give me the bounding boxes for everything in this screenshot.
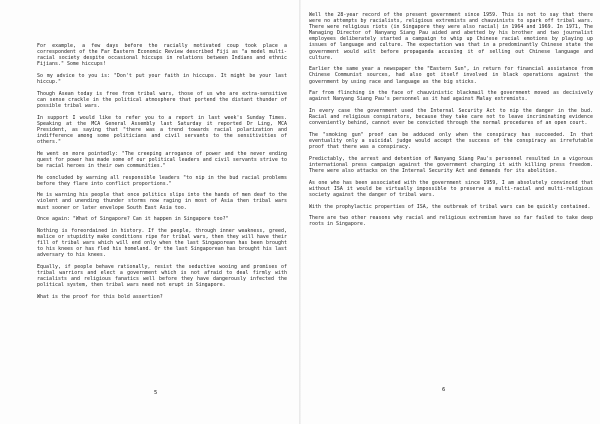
paragraph: What is the proof for this bold assertion? [37,293,163,300]
paragraph: Equally, if people behave rationally, resist the seductive wooing and promises of tribal warriors and elect a government which is not afraid to deal firmly with racialists and religious fanatics well before they have dangerously infected the political system, then tribal wars need not erupt in Singapore. [37,263,287,289]
paragraph: Though Asean today is free from tribal wars, those of us who are extra-sensitive can sense crackle in the political atmosphere that portend the distant thunder of possible tribal wars. [37,90,287,109]
paragraph: He went on more pointedly: "The creeping arrogance of power and the never ending quest for power has made some of our political leaders and civil servants strive to be racial heroes in their own communities." [37,150,287,169]
paragraph: Nothing is foreordained in history. If the people, through inner weakness, greed, malice or stupidity make conditions ripe for tribal wars, then they will have their fill of tribal wars which will end only when the last Singaporean has been brought to his knees or has fled his homeland. Or the last Singaporean has brought his last adversary to his knees. [37,227,287,259]
paragraph: Well the 28-year record of the present government since 1959. This is not to say that there were no attempts by racialists, religious extremists and chauvinists to spark off tribal wars. There were religious riots (in Singapore they were also racial) in 1964 and 1969. In 1971, The Managing Director of Nanyang Siang Pau aided and abetted by his brother and two journalist employees deliberately started a campaign to whip up Chinese racial emotions by playing up issues of language and culture. The expectation was that in a predominantly Chinese state the government would wilt before propaganda accusing it of selling out Chinese language and culture. [309,12,593,61]
right-page [300,0,600,424]
paragraph: He concluded by warning all responsible leaders "to nip in the bud racial problems before they flare into conflict proportions." [37,174,287,187]
paragraph: Far from flinching in the face of chauvinistic blackmail the government moved as decisively against Nanyang Siang Pau's personnel as it had against Malay extremists. [309,90,593,103]
paragraph: As one who has been associated with the government since 1959, I am absolutely convinced that without ISA it would be virtually impossible to preserve a multi-racial and multi-religious society against the danger of tribal wars. [309,179,593,198]
left-page-text-column [37,43,287,306]
paragraph: For example, a few days before the racially motivated coup took place a correspondent of the Far Eastern Economic Review described Fiji as "a model multi-racial society despite occasional hiccups in relations between Indians and ethnic Fijians." Some hiccups! [37,43,287,68]
paragraph: So my advice to you is: "Don't put your faith in hiccups. It might be your last hiccup." [37,72,287,86]
paragraph: The "smoking gun" proof can be adduced only when the conspiracy has succeeded. In that eventuality only a suicidal judge would accept the success of the conspiracy as irrefutable proof that there was a conspiracy. [309,131,593,151]
page-number: 5 [154,390,158,396]
paragraph: Once again: "What of Singapore? Can it happen in Singapore too?" [37,216,229,223]
paragraph: There are two other reasons why racial and religious extremism have so far failed to take deep roots in Singapore. [309,215,593,228]
page-number: 6 [442,387,446,393]
paragraph: In support I would like to refer you to a report in last week's Sunday Times. Speaking at the MCA General Assembly last Saturday it reported Dr Ling, MCA President, as saying that "there was a trend towards racial polarization and indifference among some politicians and civil servants to the sensitivities of others." [37,114,287,145]
right-page-text-column [309,12,593,233]
paragraph: In every case the government used the Internal Security Act to nip the danger in the bud. Racial and religious conspirators, because they take care not to leave incriminating evidence conveniently behind, cannot ever be convicted through the normal procedures of an open court. [309,108,593,127]
paragraph: He is warning his people that once politics slips into the hands of men deaf to the violent and unending thunder storms now raging in most of Asia then tribal wars must sooner or later envelope South East Asia too. [37,192,287,211]
paragraph: Predictably, the arrest and detention of Nanyang Siang Pau's personnel resulted in a vigorous international press campaign against the government charging it with killing press freedom. There were also attacks on the Internal Security Act and demands for its abolition. [309,155,593,174]
paragraph: With the prophylactic properties of ISA, the outbreak of tribal wars can be quickly contained. [309,203,591,210]
paragraph: Earlier the same year a newspaper the "Eastern Sun", in return for financial assistance from Chinese Communist sources, had also got itself involved in black operations against the government by using race and language as the big sticks. [309,66,593,85]
